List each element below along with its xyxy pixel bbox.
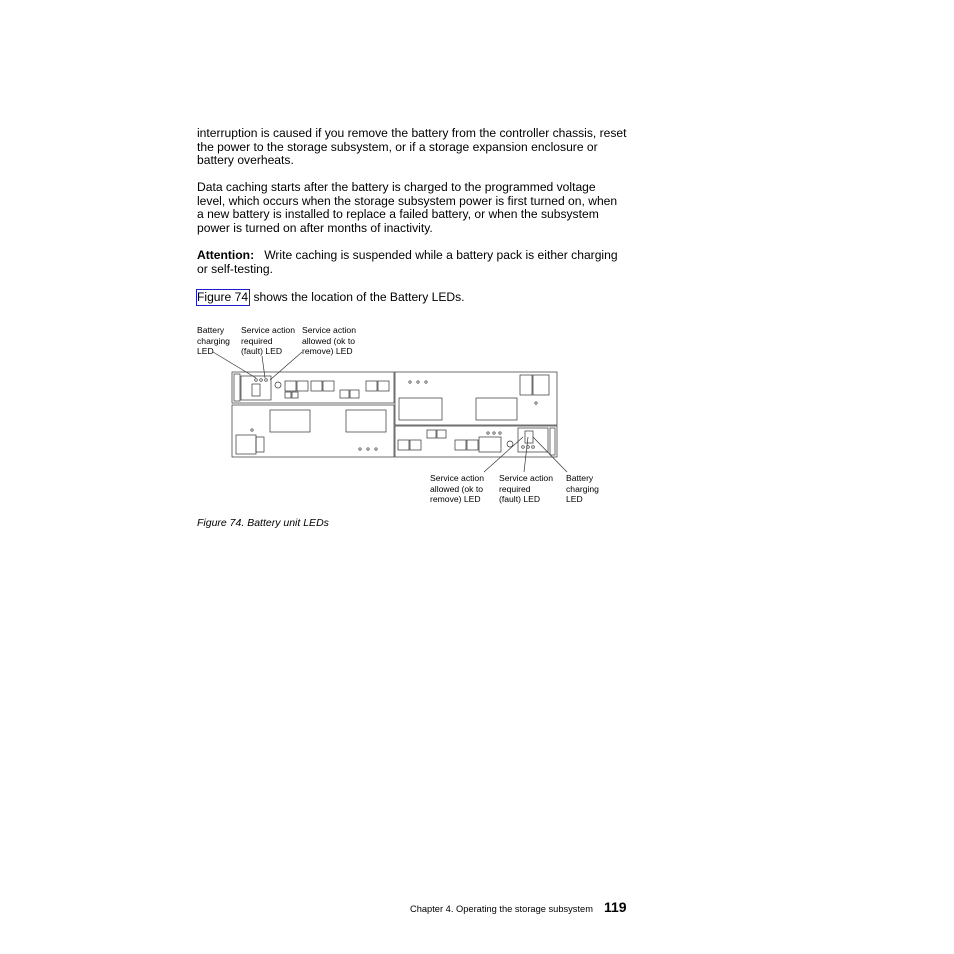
leader-bottom-fault [524,437,528,472]
figure-74-link[interactable]: Figure 74 [197,290,249,304]
attention-label: Attention: [197,248,255,262]
label-bottom-battery-charging: Battery charging LED [566,473,599,504]
leader-top-ok [270,352,302,380]
label-bottom-service-required: Service action required (fault) LED [499,473,553,504]
page-number: 119 [604,899,627,915]
paragraph-battery-interruption: interruption is caused if you remove the battery from the controller chassis, reset the power to the storage subsystem, or if a storage expansion enclosure or battery overheats. [197,126,627,168]
footer-chapter: Chapter 4. Operating the storage subsystem [410,904,593,914]
figure-reference-text: shows the location of the Battery LEDs. [250,290,465,304]
left-controller-top [232,372,394,403]
figure-caption: Figure 74. Battery unit LEDs [197,517,329,529]
attention-text: Write caching is suspended while a battery pack is either charging or self-testing. [197,248,618,276]
label-top-service-required: Service action required (fault) LED [241,325,295,356]
leader-top-fault [262,356,265,378]
label-top-battery-charging: Battery charging LED [197,325,230,356]
label-top-service-allowed: Service action allowed (ok to remove) LED [302,325,356,356]
left-battery-module [241,376,271,400]
leader-bottom-ok [484,437,523,472]
label-bottom-service-allowed: Service action allowed (ok to remove) LED [430,473,484,504]
paragraph-data-caching: Data caching starts after the battery is charged to the programmed voltage level, which occurs when the storage subsystem power is first turned on, when a new battery is installed to replace a failed battery, or when the subsystem power is turned on after months of inactivity. [197,180,618,235]
